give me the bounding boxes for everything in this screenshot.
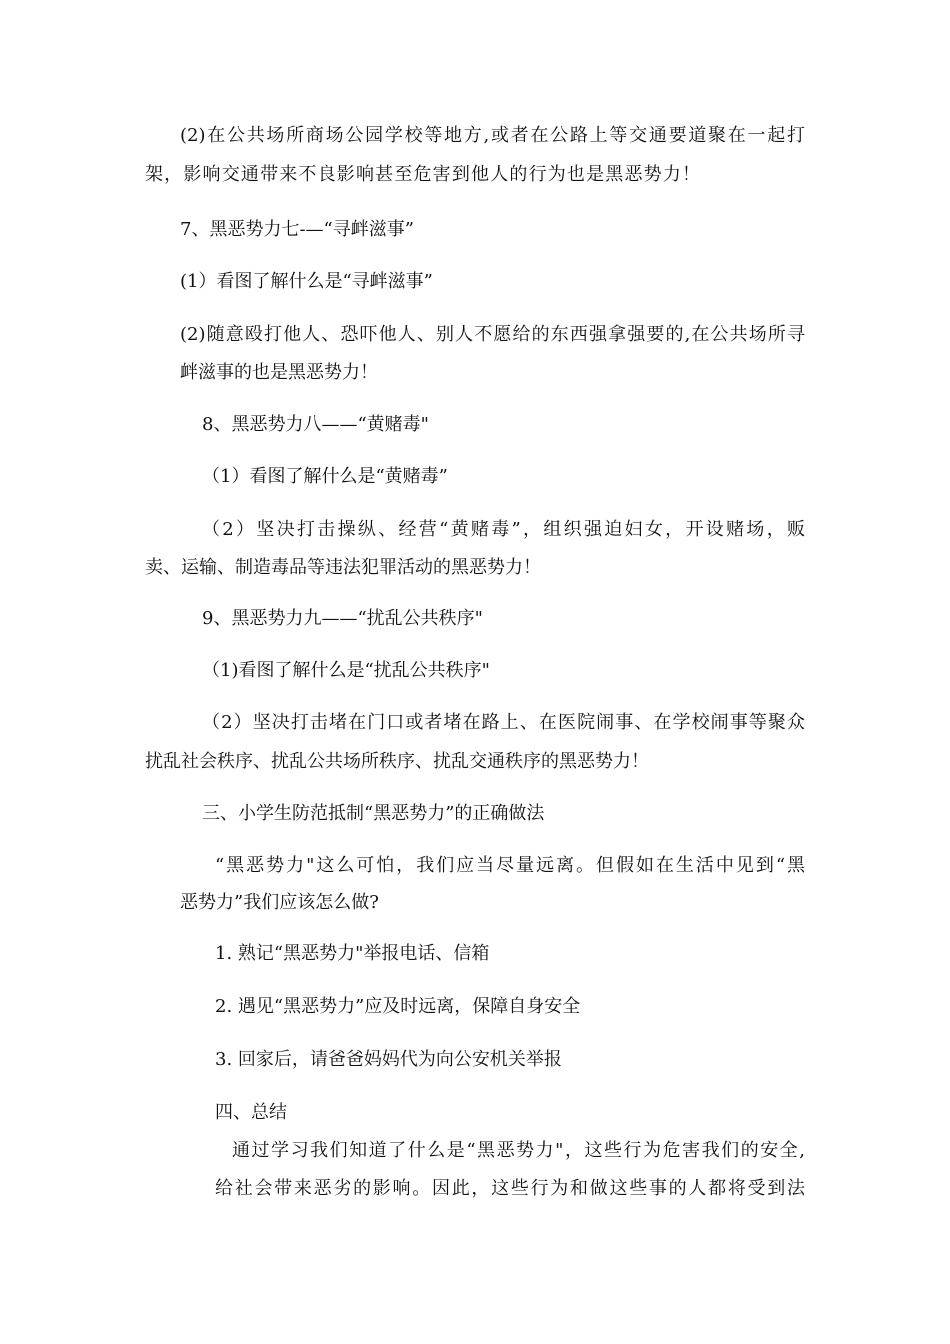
paragraph-line: (2)在公共场所商场公园学校等地方,或者在公路上等交通要道聚在一起打 <box>180 125 805 146</box>
section-heading: 9、黑恶势力九——“扰乱公共秩序" <box>202 608 483 629</box>
list-item: 2. 遇见“黑恶势力”应及时远离，保障自身安全 <box>215 996 581 1017</box>
paragraph-line: 通过学习我们知道了什么是“黑恶势力"，这些行为危害我们的安全, <box>232 1140 805 1161</box>
paragraph-line: 衅滋事的也是黑恶势力！ <box>180 362 378 383</box>
list-item: 1. 熟记“黑恶势力"举报电话、信箱 <box>215 943 490 964</box>
section-heading: 三、小学生防范抵制“黑恶势力”的正确做法 <box>202 803 545 824</box>
list-item: 3. 回家后，请爸爸妈妈代为向公安机关举报 <box>215 1049 562 1070</box>
paragraph-line: 卖、运输、制造毒品等违法犯罪活动的黑恶势力！ <box>145 557 541 578</box>
section-heading: 四、总结 <box>215 1102 287 1123</box>
paragraph-line: (1）看图了解什么是“寻衅滋事” <box>180 271 433 292</box>
section-heading: 8、黑恶势力八——“黄赌毒" <box>202 414 429 435</box>
paragraph-line: （1）看图了解什么是“黄赌毒” <box>202 466 448 487</box>
paragraph-line: (2)随意殴打他人、恐吓他人、别人不愿给的东西强拿强要的,在公共场所寻 <box>180 324 805 345</box>
paragraph-line: 给社会带来恶劣的影响。因此，这些行为和做这些事的人都将受到法 <box>215 1178 805 1199</box>
paragraph-line: 架，影响交通带来不良影响甚至危害到他人的行为也是黑恶势力！ <box>145 164 700 185</box>
paragraph-line: （2）坚决打击堵在门口或者堵在路上、在医院闹事、在学校闹事等聚众 <box>202 712 805 733</box>
paragraph-line: 恶势力”我们应该怎么做? <box>180 892 379 913</box>
section-heading: 7、黑恶势力七-—“寻衅滋事” <box>180 219 414 240</box>
paragraph-line: 扰乱社会秩序、扰乱公共场所秩序、扰乱交通秩序的黑恶势力！ <box>145 751 649 772</box>
paragraph-line: （1)看图了解什么是“扰乱公共秩序" <box>202 660 490 681</box>
paragraph-line: （2）坚决打击操纵、经营“黄赌毒”，组织强迫妇女，开设赌场，贩 <box>202 519 805 540</box>
paragraph-line: “黑恶势力"这么可怕，我们应当尽量远离。但假如在生活中见到“黑 <box>215 855 805 876</box>
